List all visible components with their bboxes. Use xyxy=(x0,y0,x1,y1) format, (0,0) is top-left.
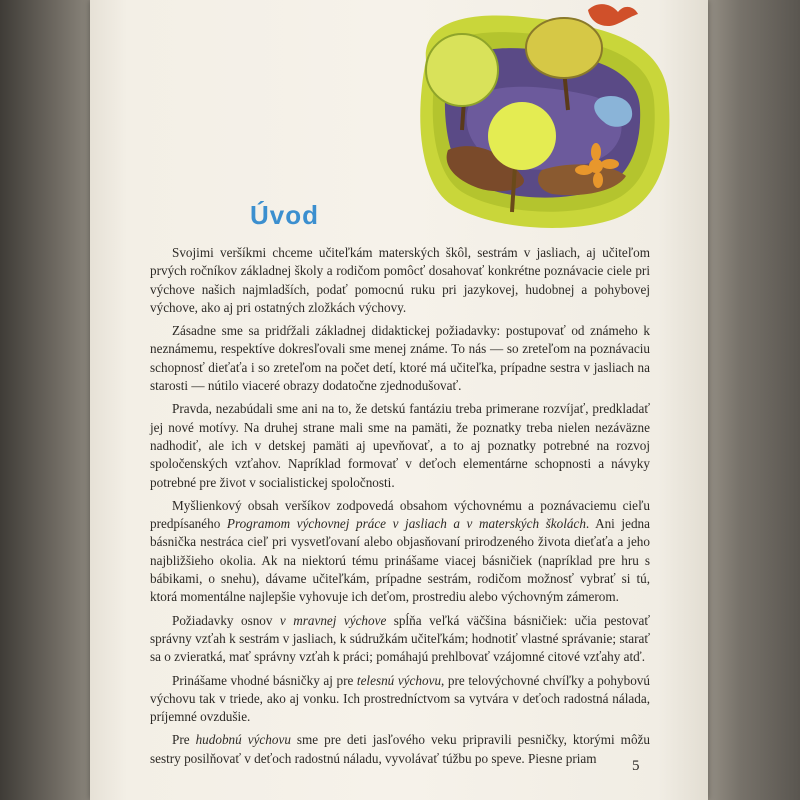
paragraph-6: Prinášame vhodné básničky aj pre telesnú výchovu, pre telovýchovné chvíľky a pohybovú výchovu tak v triede, ako aj vonku. Ich prostredníctvom sa vytvára v deťoch radostná nálada, príjemné ovzdušie. xyxy=(150,672,650,725)
paragraph-5: Požiadavky osnov v mravnej výchove spĺňa veľká väčšina básničiek: učia pestovať správny vzťah k sestrám v jasliach, k súdružkám učiteľkám; hodnotiť vlastné správanie; starať sa o zvieratká, mať správny vzťah k práci; pomáhajú prehlbovať vzájomné citové vzťahy atď. xyxy=(150,612,650,665)
body-text xyxy=(150,244,650,773)
program-title: Programom výchovnej práce v jasliach a v materských školách xyxy=(226,516,586,532)
garden-illustration xyxy=(412,0,672,235)
paragraph-7: Pre hudobnú výchovu sme pre deti jasľového veku pripravili pesničky, ktorými môžu sestry posilňovať v deťoch radostnú náladu, vyvolávať túžbu po speve. Piesne priam xyxy=(150,732,650,766)
mravna-vychova: v mravnej výchove xyxy=(279,612,387,628)
page-number: 5 xyxy=(632,758,640,774)
telesna-vychova: telesnú výchovu xyxy=(356,672,442,688)
paragraph-1: Svojimi veršíkmi chceme učiteľkám materských škôl, sestrám v jasliach, aj učiteľom prvých ročníkov základnej školy a rodičom pomôcť dosahovať konkrétne poznávacie ciele pri výchove našich najmladších, podať pomocnú ruku pri jazykovej, hudobnej a pohybovej výchove, ako aj pri ostatných zložkách výchovy. xyxy=(150,245,650,315)
paragraph-2: Zásadne sme sa pridŕžali základnej didaktickej požiadavky: postupovať od známeho k neznámemu, respektíve dokresľovali sme menej známe. To nás — so zreteľom na poznávaciu schopnosť dieťaťa i so zreteľom na počet detí, ktoré má učiteľka, prípadne sestra v jasliach na starosti — nútilo viaceré obrazy dodatočne zjednodušovať. xyxy=(150,323,650,394)
paragraph-3: Pravda, nezabúdali sme ani na to, že detskú fantáziu treba primerane rozvíjať, predkladať jej nové motívy. Na druhej strane mali sme na pamäti, že poznatky treba nielen nezáväzne nadhodiť, ale ich v detskej pamäti aj upevňovať, a to aj poznatky potrebné na rozvoj spoločenských vzťahov. Napríklad formovať v deťoch elementárne schopnosti a návyky potrebné pre život v socialistickej spoločnosti. xyxy=(150,401,650,490)
background-right xyxy=(700,0,800,800)
page-title: Úvod xyxy=(250,200,319,230)
hudobna-vychova: hudobnú výchovu xyxy=(195,732,291,748)
background-left xyxy=(0,0,96,800)
paragraph-4: Myšlienkový obsah veršíkov zodpovedá obsahom výchovnému a poznávaciemu cieľu predpísaného Programom výchovnej práce v jasliach a v materských školách. Ani jedna básnička nestráca cieľ pri vysvetľovaní alebo objasňovaní prirodzeného života dieťaťa a jeho najbližšieho okolia. Ak na niektorú tému prinášame viacej básničiek (napríklad pre hru s bábikami, o snehu), dávame učiteľkám, prípadne sestrám, rodičom možnosť vybrať si tú, ktorá momentálne najlepšie vyhovuje ich deťom, prostrediu alebo výchovným zámerom. xyxy=(150,497,650,605)
